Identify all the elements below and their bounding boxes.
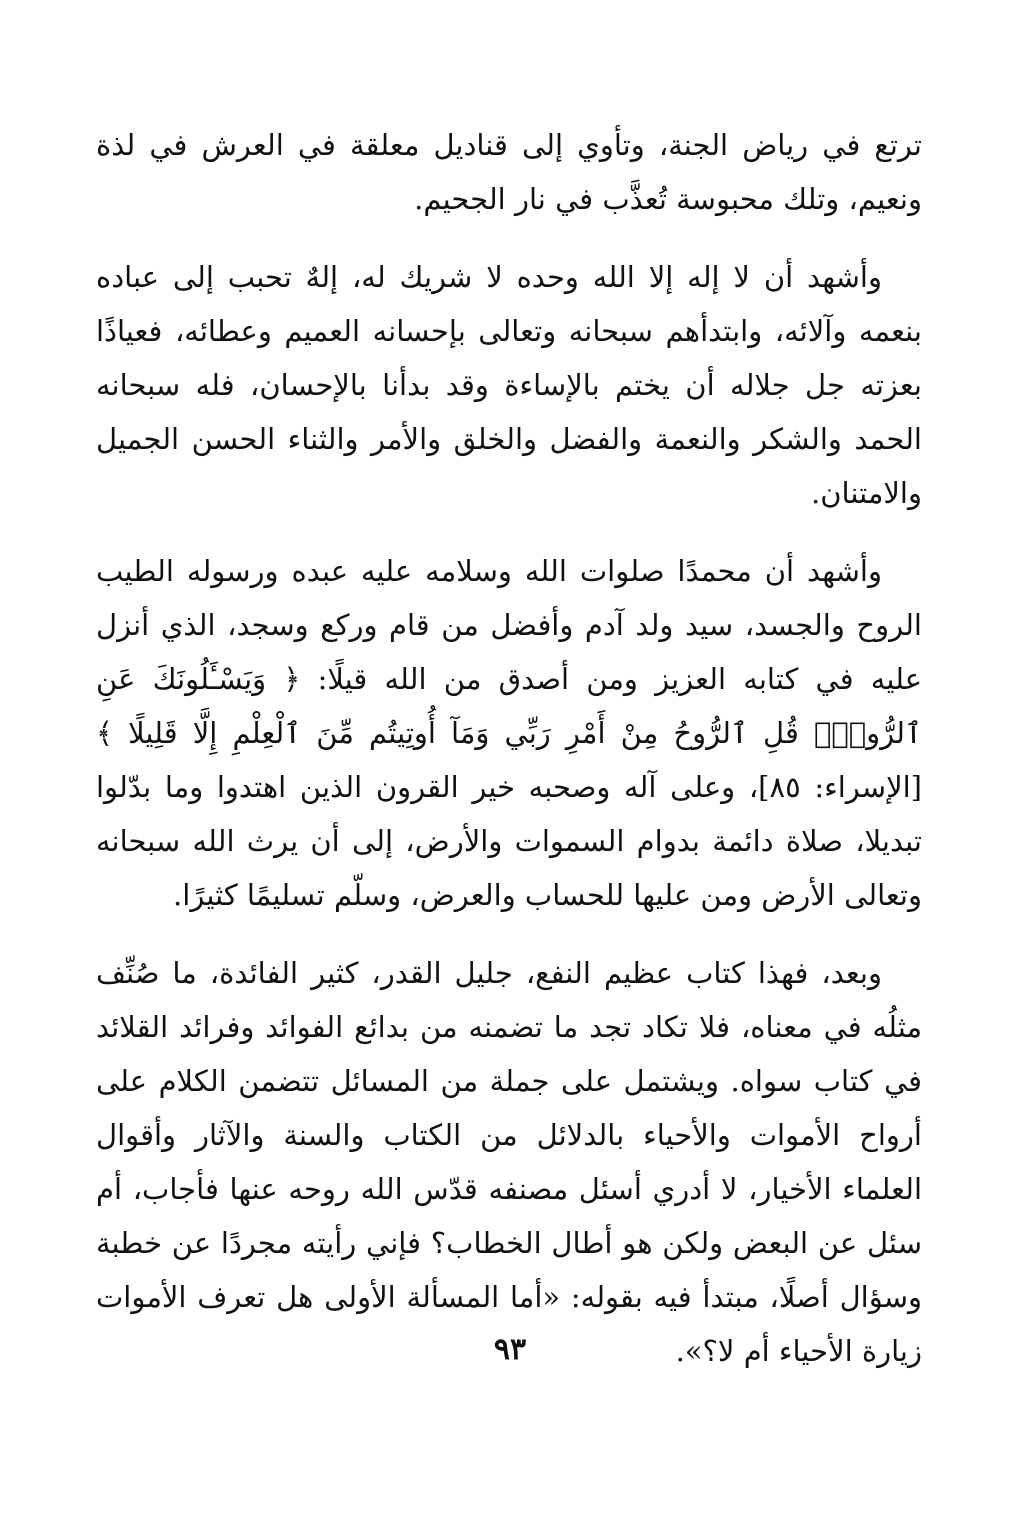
paragraph-4: وبعد، فهذا كتاب عظيم النفع، جليل القدر، كثير الفائدة، ما صُنِّف مثلُه في معناه، فلا تكاد تجد ما تضمنه من بدائع الفوائد وفرائد القلائد في كتاب سواه. ويشتمل على جملة من المسائل تتضمن الكلام على أرواح الأموات والأحياء بالدلائل من الكتاب والسنة والآثار وأقوال العلماء الأخيار، لا أدري أسئل مصنفه قدّس الله روحه عنها فأجاب، أم سئل عن البعض ولكن هو أطال الخطاب؟ فإني رأيته مجردًا عن خطبة وسؤال أصلًا، مبتدأ فيه بقوله: «أما المسألة الأولى هل تعرف الأموات زيارة الأحياء أم لا؟».: [96, 956, 922, 1368]
paragraph-3: وأشهد أن محمدًا صلوات الله وسلامه عليه عبده ورسوله الطيب الروح والجسد، سيد ولد آدم وأفضل من قام وركع وسجد، الذي أنزل عليه في كتابه العزيز ومن أصدق من الله قيلًا: ﴿ وَيَسْـَٔلُونَكَ عَنِ ٱلرُّوحِۖ قُلِ ٱلرُّوحُ مِنْ أَمْرِ رَبِّي وَمَآ أُوتِيتُم مِّنَ ٱلْعِلْمِ إِلَّا قَلِيلًا ﴾ [الإسراء: ٨٥]، وعلى آله وصحبه خير القرون الذين اهتدوا وما بدّلوا تبديلا، صلاة دائمة بدوام السموات والأرض، إلى أن يرث الله سبحانه وتعالى الأرض ومن عليها للحساب والعرض، وسلّم تسليمًا كثيرًا.: [96, 554, 922, 912]
page-body: [96, 118, 922, 1402]
page-number: ٩٣: [493, 1332, 527, 1367]
paragraph-1: ترتع في رياض الجنة، وتأوي إلى قناديل معلقة في العرش في لذة ونعيم، وتلك محبوسة تُعذَّب في نار الجحيم.: [96, 128, 922, 216]
paragraph-2: وأشهد أن لا إله إلا الله وحده لا شريك له، إلهٌ تحبب إلى عباده بنعمه وآلائه، وابتدأهم سبحانه وتعالى بإحسانه العميم وعطائه، فعياذًا بعزته جل جلاله أن يختم بالإساءة وقد بدأنا بالإحسان، فله سبحانه الحمد والشكر والنعمة والفضل والخلق والأمر والثناء الحسن الجميل والامتنان.: [96, 260, 922, 510]
